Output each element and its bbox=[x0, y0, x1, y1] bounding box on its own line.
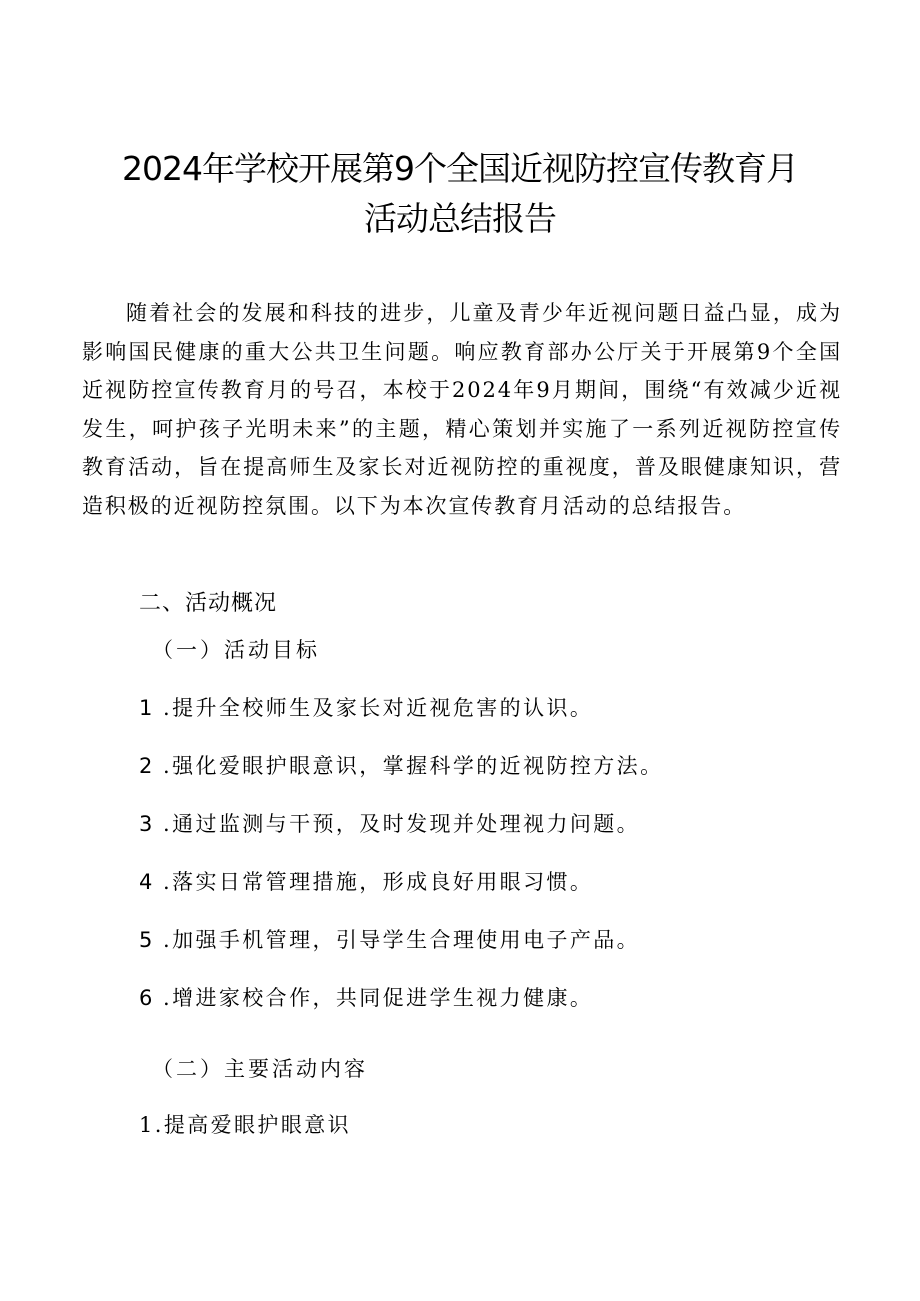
goal-text: .通过监测与干预，及时发现并处理视力问题。 bbox=[163, 812, 641, 836]
subsection-heading-goals: （一）活动目标 bbox=[152, 638, 320, 662]
goal-number: 5 bbox=[139, 928, 155, 952]
goal-number: 4 bbox=[139, 870, 155, 894]
goal-item bbox=[139, 698, 593, 719]
goal-item bbox=[139, 988, 593, 1009]
goal-item bbox=[139, 872, 593, 893]
goal-item bbox=[139, 930, 640, 951]
section-heading-overview: 二、活动概况 bbox=[139, 591, 278, 616]
goal-number: 6 bbox=[139, 986, 155, 1010]
goal-item bbox=[139, 814, 640, 835]
content-item-heading: 1.提高爱眼护眼意识 bbox=[139, 1113, 352, 1137]
goal-number: 3 bbox=[139, 812, 155, 836]
goal-text: .落实日常管理措施，形成良好用眼习惯。 bbox=[163, 870, 594, 894]
goal-item bbox=[139, 756, 663, 777]
goal-text: .加强手机管理，引导学生合理使用电子产品。 bbox=[163, 928, 641, 952]
goal-text: .提升全校师生及家长对近视危害的认识。 bbox=[163, 696, 594, 720]
goal-number: 2 bbox=[139, 754, 155, 778]
goal-number: 1 bbox=[139, 696, 155, 720]
intro-paragraph: 随着社会的发展和科技的进步，儿童及青少年近视问题日益凸显，成为影响国民健康的重大公共卫生问题。响应教育部办公厅关于开展第9个全国近视防控宣传教育月的号召，本校于2024年9月期间，围绕“有效减少近视发生，呵护孩子光明未来”的主题，精心策划并实施了一系列近视防控宣传教育活动，旨在提高师生及家长对近视防控的重视度，普及眼健康知识，营造积极的近视防控氛围。以下为本次宣传教育月活动的总结报告。 bbox=[82, 301, 842, 518]
subsection-heading-content: （二）主要活动内容 bbox=[152, 1057, 368, 1081]
goal-text: .强化爱眼护眼意识，掌握科学的近视防控方法。 bbox=[163, 754, 664, 778]
goal-text: .增进家校合作，共同促进学生视力健康。 bbox=[163, 986, 594, 1010]
document-title-line-2: 活动总结报告 bbox=[364, 199, 556, 238]
document-title-line-1: 2024年学校开展第9个全国近视防控宣传教育月 bbox=[122, 149, 798, 188]
